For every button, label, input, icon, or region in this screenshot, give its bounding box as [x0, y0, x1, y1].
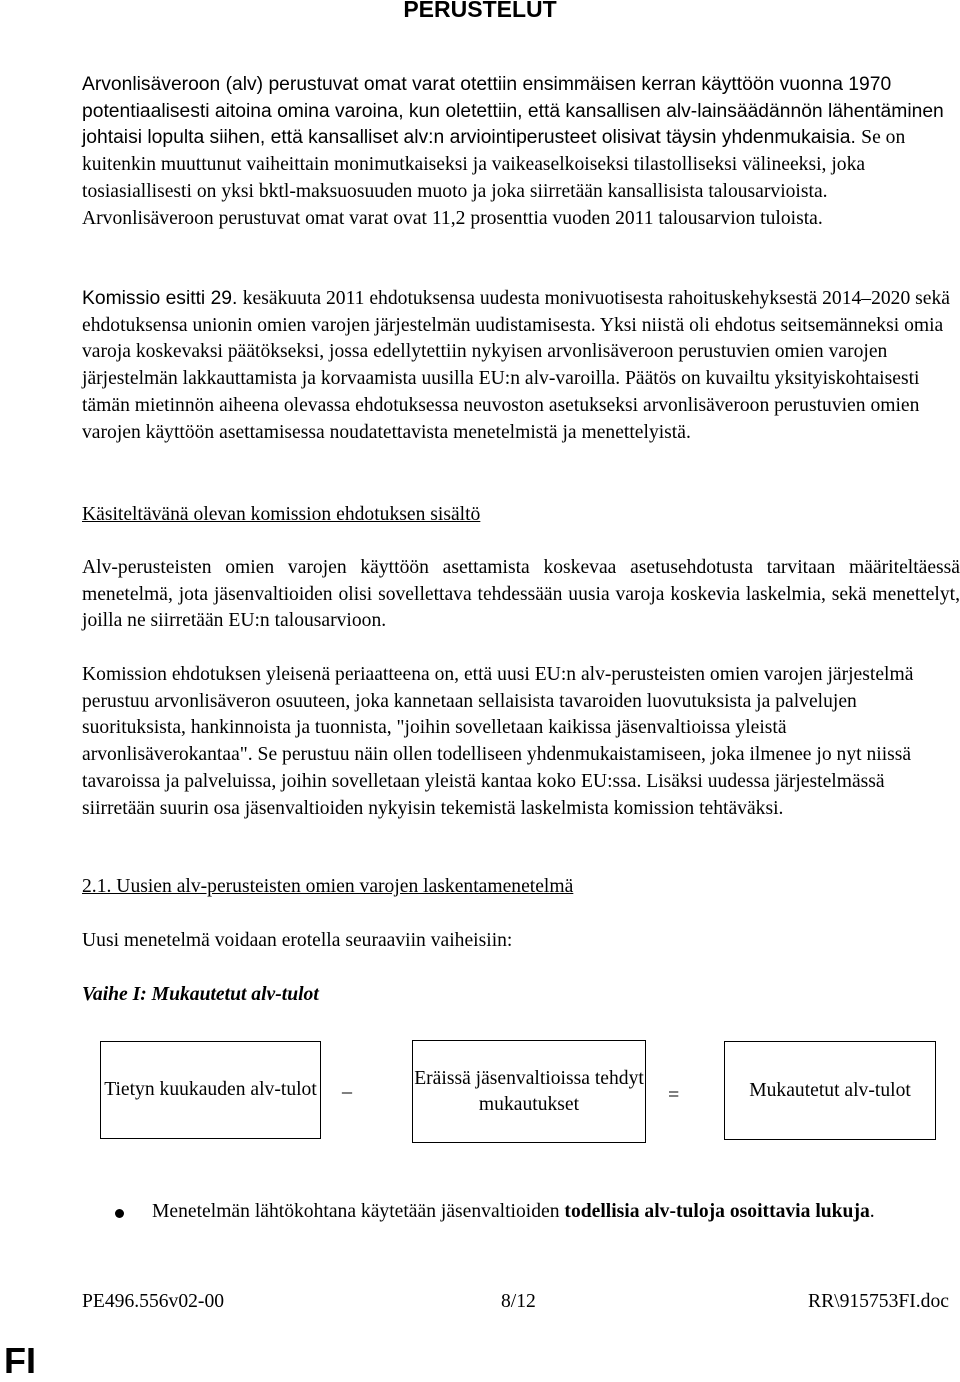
footer-document-ref: PE496.556v02-00 [82, 1291, 225, 1312]
bullet-text-end: . [869, 1201, 875, 1222]
diagram-box-adjusted-vat [724, 1041, 936, 1140]
page-heading: PERUSTELUT [403, 0, 557, 22]
diagram-box-adjustments [412, 1040, 646, 1143]
paragraph-commission-sans: Komissio esitti 29. [82, 288, 238, 309]
paragraph-commission [82, 286, 960, 446]
phase-heading: Vaihe I: Mukautetut alv-tulot [82, 984, 319, 1005]
paragraph-intro [82, 72, 960, 232]
bullet-item [152, 1199, 960, 1226]
diagram-equals-operator: = [668, 1084, 680, 1106]
paragraph-method: Uusi menetelmä voidaan erotella seuraaviin vaiheisiin: [82, 930, 513, 951]
bullet-text-bold: todellisia alv-tuloja osoittavia lukuja [564, 1201, 870, 1222]
diagram-minus-operator: _ [342, 1074, 352, 1096]
paragraph-intro-sans: Arvonlisäveroon (alv) perustuvat omat varat otettiin ensimmäisen kerran käyttöön vuonna 1970 potentiaalisesti aitoina omina varoina, kun oletettiin, että kansallisen alv-lainsäädännön lähentäminen johtaisi lopulta siihen, että kansalliset alv:n arviointiperusteet olisivat täysin yhdenmukaisia. [82, 74, 944, 149]
bullet-dot-icon [115, 1209, 124, 1218]
footer-file-name: RR\915753FI.doc [808, 1291, 949, 1312]
diagram-box-monthly-vat [100, 1041, 321, 1139]
subsection-heading: 2.1. Uusien alv-perusteisten omien varojen laskentamenetelmä [82, 876, 574, 897]
diagram-box-adjusted-vat-text: Mukautetut alv-tulot [749, 1079, 911, 1101]
diagram-box-adjustments-text: Eräissä jäsenvaltioissa tehdyt mukautukset [414, 1067, 644, 1115]
section-heading: Käsiteltävänä olevan komission ehdotuksen sisältö [82, 504, 481, 525]
footer-page-number: 8/12 [501, 1291, 536, 1312]
paragraph-principle: Komission ehdotuksen yleisenä periaatteena on, että uusi EU:n alv-perusteisten omien varojen järjestelmä perustuu arvonlisäveron osuuteen, joka kannetaan sellaisista tavaroiden luovutuksista ja palvelujen suorituksista, hankinnoista ja tuonnista, "joihin sovelletaan kaikissa jäsenvaltioissa yleistä arvonlisäverokantaa". Se perustuu näin ollen todelliseen yhdenmukaistamiseen, joka ilmenee jo nyt niissä tavaroissa ja palveluissa, joihin sovelletaan yleistä kantaa koko EU:ssa. Lisäksi uudessa järjestelmässä siirretään suurin osa jäsenvaltioiden nykyisin tekemistä laskelmista komission tehtäväksi. [82, 664, 914, 819]
paragraph-intro-serif: Se on kuitenkin muuttunut vaiheittain monimutkaiseksi ja vaikeaselkoiseksi tilastolliseksi välineeksi, joka tosiasiallisesti on yksi bktl-maksuosuuden muoto ja joka siirretään kansallisista talousarvioista. Arvonlisäveroon perustuvat omat varat ovat 11,2 prosenttia vuoden 2011 talousarvion tuloista. [82, 127, 906, 229]
paragraph-commission-serif: kesäkuuta 2011 ehdotuksensa uudesta monivuotisesta rahoituskehyksestä 2014–2020 sekä ehdotuksensa unionin omien varojen järjestelmän uudistamisesta. Yksi niistä oli ehdotus seitsemänneksi omia varoja koskevaksi päätökseksi, jossa edellytettiin nykyisen arvonlisäveroon perustuvien omien varojen järjestelmän lakkauttamista ja korvaamista uusilla EU:n alv-varoilla. Päätös on kuvailtu yksityiskohtaisesti tämän mietinnön aiheena olevassa ehdotuksessa neuvoston asetukseksi arvonlisäveroon perustuvien omien varojen käyttöön asettamisessa noudatettavista menetelmistä ja menettelyistä. [82, 288, 950, 443]
bullet-text-plain: Menetelmän lähtökohtana käytetään jäsenvaltioiden [152, 1201, 565, 1222]
language-code: FI [4, 1340, 36, 1381]
diagram-box-monthly-vat-text: Tietyn kuukauden alv-tulot [104, 1079, 317, 1100]
paragraph-proposal: Alv-perusteisten omien varojen käyttöön asettamista koskevaa asetusehdotusta tarvitaan määriteltäessä menetelmä, jota jäsenvaltioiden olisi sovellettava tehdessään uusia varoja koskevia laskelmia, sekä menettelyt, joilla ne siirretään EU:n talousarvioon. [82, 557, 960, 632]
